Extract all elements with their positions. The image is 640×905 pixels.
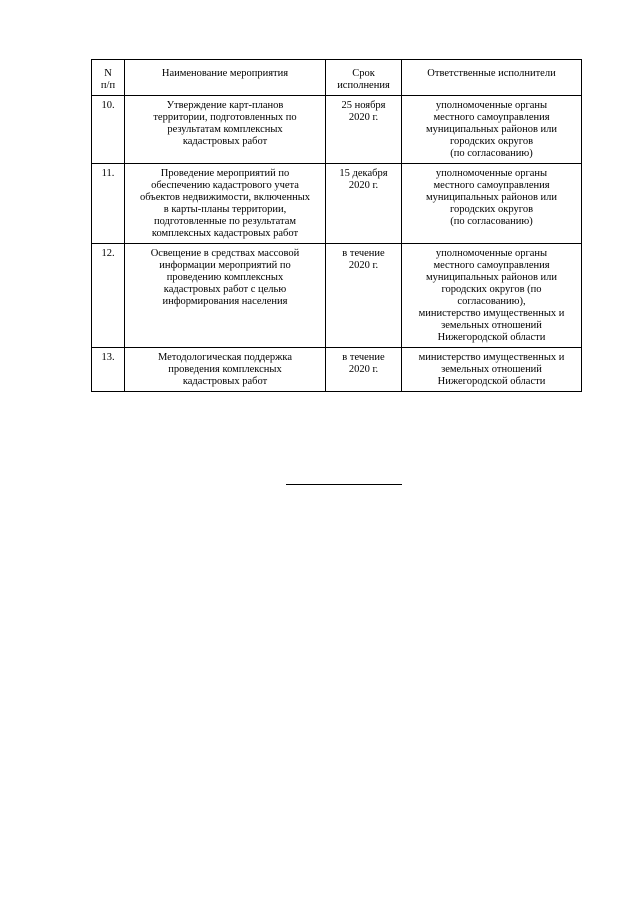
table-row xyxy=(92,244,582,348)
header-deadline: Срок исполнения xyxy=(326,60,402,96)
row-responsible: уполномоченные органы местного самоуправления муниципальных районов или городских округов (по согласованию), министерство имущественных и земельных отношений Нижегородской области xyxy=(402,244,582,348)
row-event-name: Освещение в средствах массовой информации мероприятий по проведению комплексных кадастровых работ с целью информирования населения xyxy=(125,244,326,348)
row-event-name: Проведение мероприятий по обеспечению кадастрового учета объектов недвижимости, включенных в карты-планы территории, подготовленные по результатам комплексных кадастровых работ xyxy=(125,164,326,244)
document-end-divider xyxy=(286,484,402,485)
row-responsible: уполномоченные органы местного самоуправления муниципальных районов или городских округов (по согласованию) xyxy=(402,96,582,164)
table-row xyxy=(92,164,582,244)
header-event-name: Наименование мероприятия xyxy=(125,60,326,96)
events-table xyxy=(91,59,582,392)
row-event-name: Методологическая поддержка проведения комплексных кадастровых работ xyxy=(125,348,326,392)
row-number: 12. xyxy=(92,244,125,348)
row-deadline: 15 декабря 2020 г. xyxy=(326,164,402,244)
row-number: 11. xyxy=(92,164,125,244)
row-responsible: уполномоченные органы местного самоуправления муниципальных районов или городских округов (по согласованию) xyxy=(402,164,582,244)
row-deadline: в течение 2020 г. xyxy=(326,348,402,392)
header-number: N п/п xyxy=(92,60,125,96)
header-responsible: Ответственные исполнители xyxy=(402,60,582,96)
row-number: 10. xyxy=(92,96,125,164)
row-deadline: 25 ноября 2020 г. xyxy=(326,96,402,164)
table-header-row xyxy=(92,60,582,96)
row-number: 13. xyxy=(92,348,125,392)
row-responsible: министерство имущественных и земельных отношений Нижегородской области xyxy=(402,348,582,392)
table-row xyxy=(92,96,582,164)
table-row xyxy=(92,348,582,392)
row-deadline: в течение 2020 г. xyxy=(326,244,402,348)
row-event-name: Утверждение карт-планов территории, подготовленных по результатам комплексных кадастровых работ xyxy=(125,96,326,164)
